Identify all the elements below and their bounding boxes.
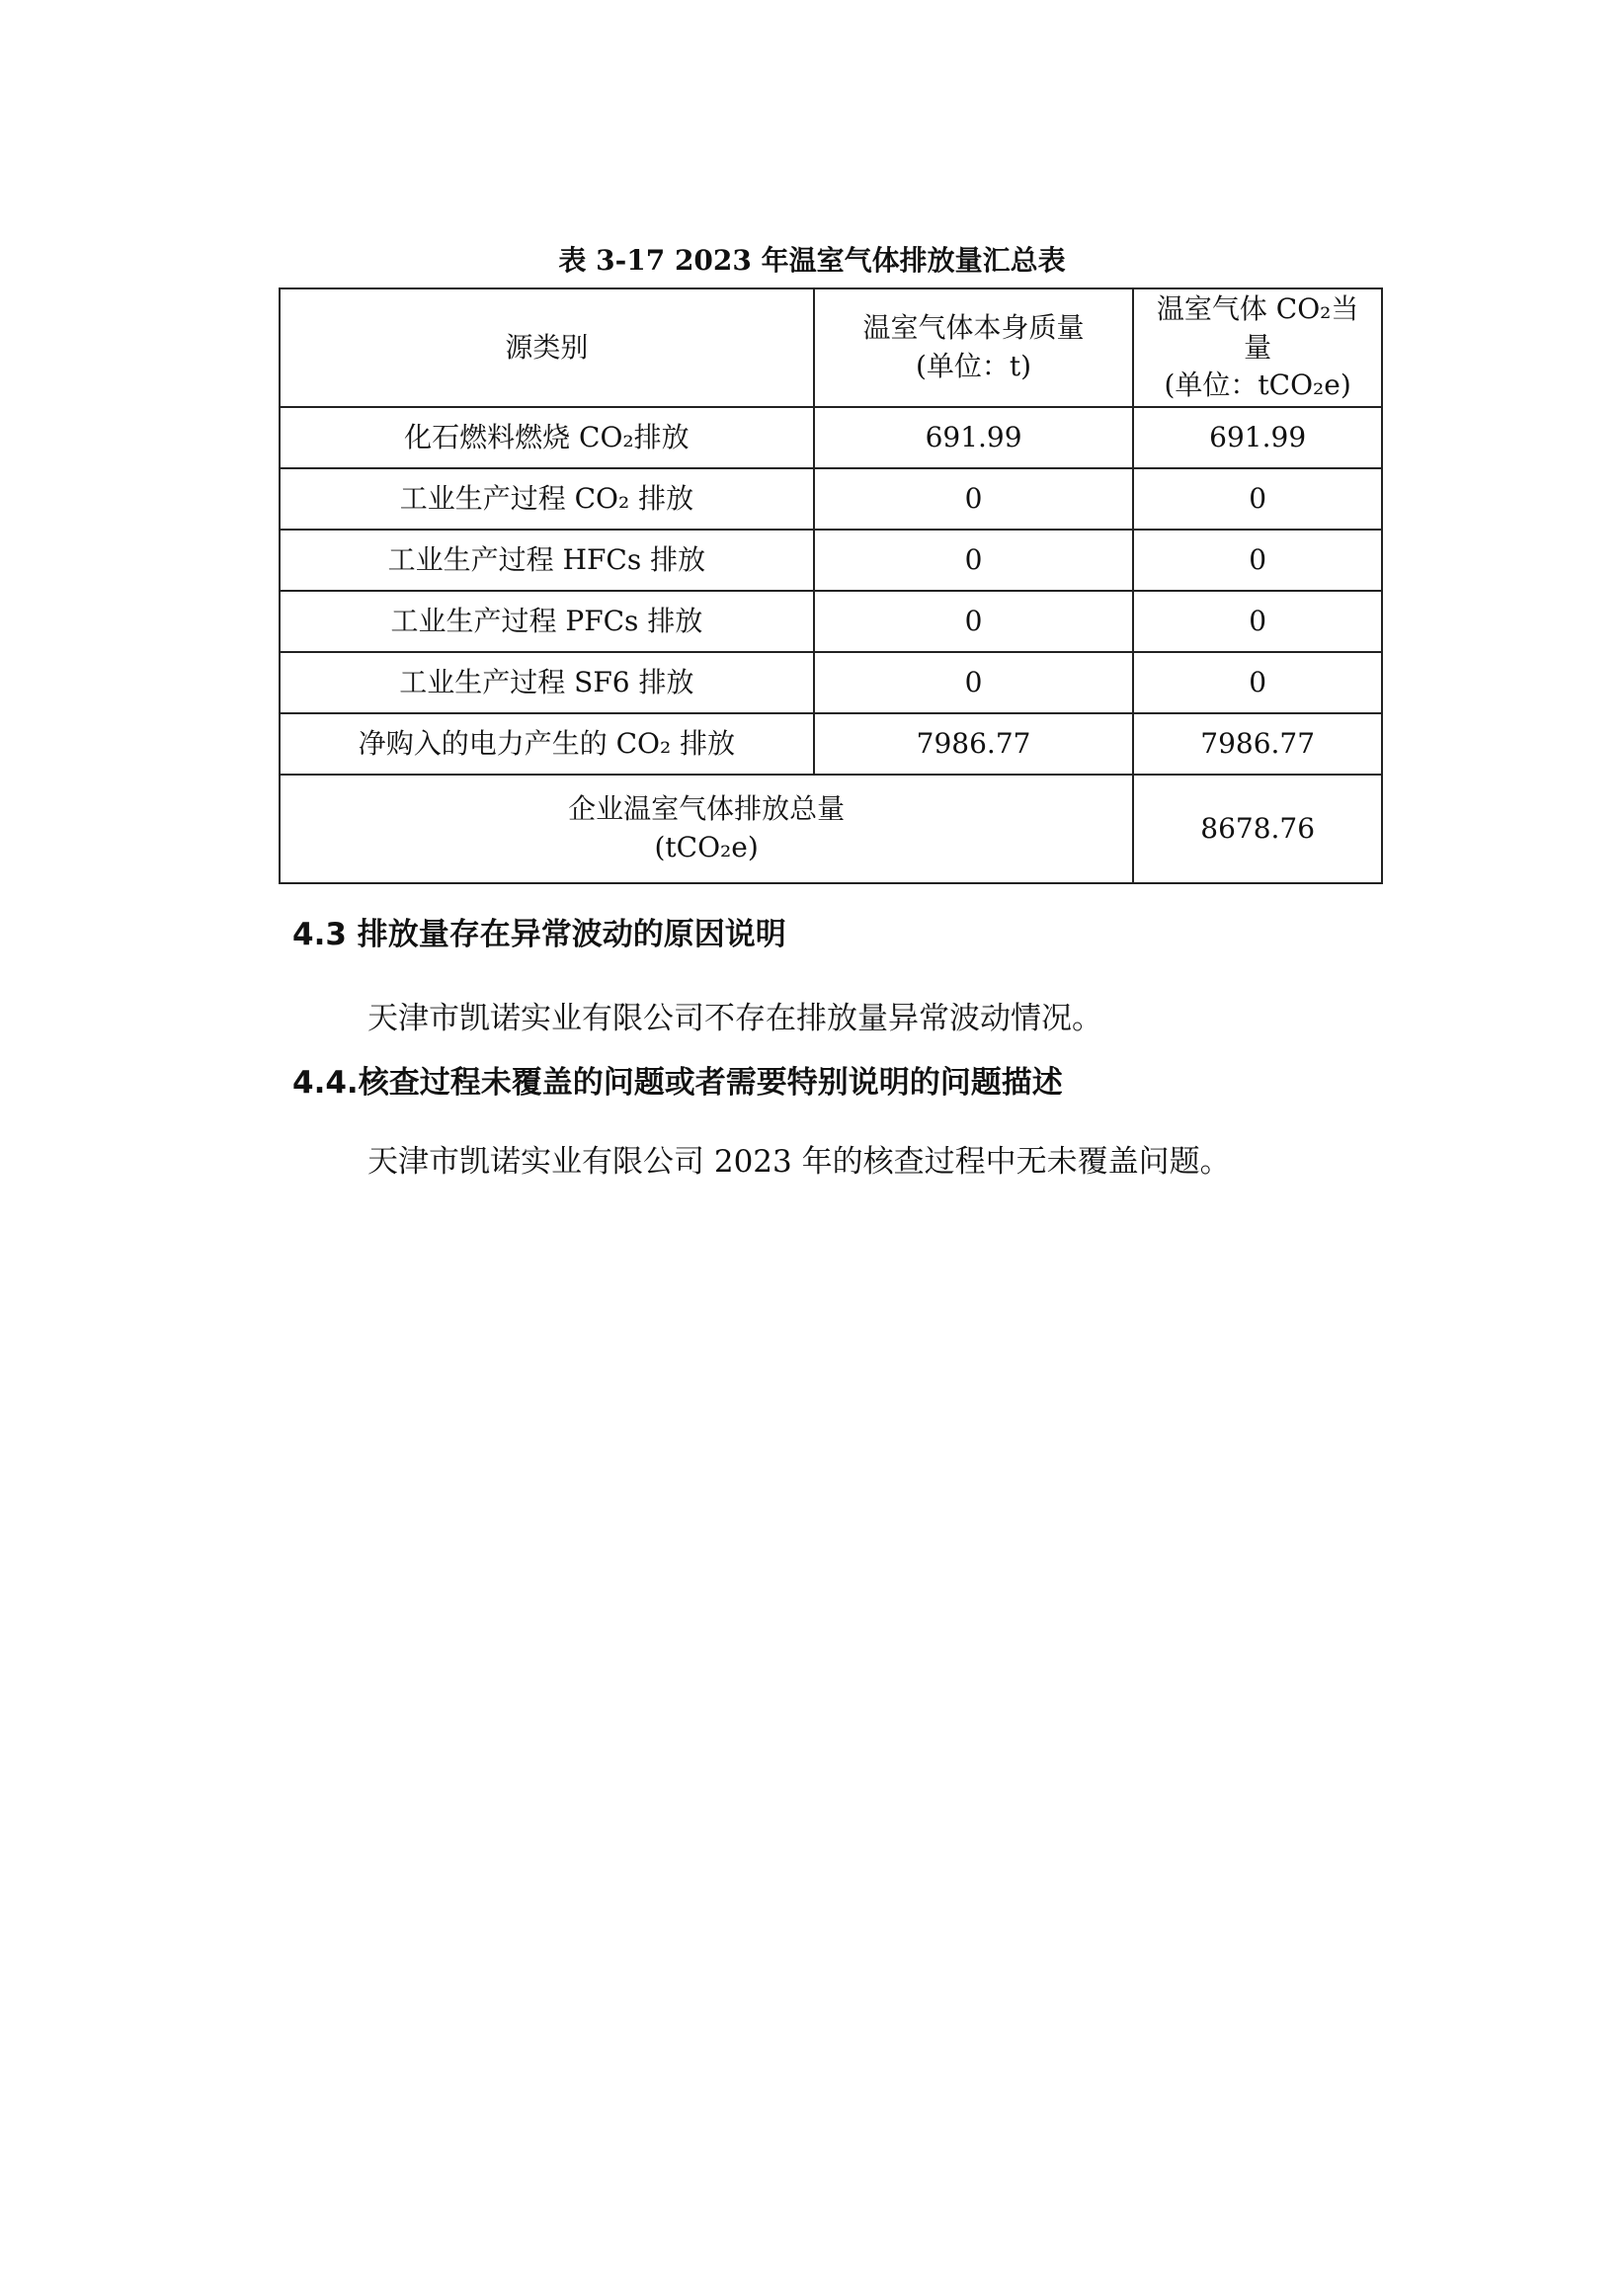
- table-row: [280, 652, 1382, 713]
- row-mass: 0: [814, 652, 1133, 713]
- row-mass: 7986.77: [814, 713, 1133, 775]
- header-mass: [814, 288, 1133, 407]
- row-equivalent: 0: [1133, 468, 1382, 530]
- header-eq-line2: 量: [1244, 330, 1272, 364]
- row-mass: 0: [814, 468, 1133, 530]
- header-mass-line1: 温室气体本身质量: [862, 311, 1085, 345]
- row-mass: 0: [814, 530, 1133, 591]
- row-source: 工业生产过程 SF6 排放: [280, 652, 814, 713]
- row-equivalent: 0: [1133, 530, 1382, 591]
- total-label-line1: 企业温室气体排放总量: [568, 792, 846, 826]
- table-row: [280, 468, 1382, 530]
- table-total-row: [280, 775, 1382, 883]
- row-mass: 691.99: [814, 407, 1133, 468]
- table-header-row: [280, 288, 1382, 407]
- row-source: 工业生产过程 CO₂ 排放: [280, 468, 814, 530]
- section-4-3-heading: 4.3 排放量存在异常波动的原因说明: [292, 917, 786, 952]
- total-value: 8678.76: [1133, 775, 1382, 883]
- row-mass: 0: [814, 591, 1133, 652]
- header-equivalent: [1133, 288, 1382, 407]
- row-source: 工业生产过程 PFCs 排放: [280, 591, 814, 652]
- table-row: [280, 407, 1382, 468]
- row-equivalent: 691.99: [1133, 407, 1382, 468]
- header-mass-line2: (单位：t): [916, 350, 1032, 382]
- row-source: 工业生产过程 HFCs 排放: [280, 530, 814, 591]
- total-label: [280, 775, 1133, 883]
- row-equivalent: 7986.77: [1133, 713, 1382, 775]
- header-source-label: 源类别: [505, 330, 589, 364]
- section-4-3-body: 天津市凯诺实业有限公司不存在排放量异常波动情况。: [367, 1001, 1102, 1036]
- row-equivalent: 0: [1133, 591, 1382, 652]
- table-row: [280, 591, 1382, 652]
- table-row: [280, 530, 1382, 591]
- row-equivalent: 0: [1133, 652, 1382, 713]
- emissions-summary-table: [279, 287, 1383, 884]
- header-eq-line1: 温室气体 CO₂当: [1156, 292, 1359, 326]
- table-caption: 表 3-17 2023 年温室气体排放量汇总表: [558, 244, 1066, 277]
- section-4-4-heading: 4.4.核查过程未覆盖的问题或者需要特别说明的问题描述: [292, 1065, 1063, 1101]
- total-label-line2: (tCO₂e): [654, 831, 759, 863]
- table-row: [280, 713, 1382, 775]
- row-source: 化石燃料燃烧 CO₂排放: [280, 407, 814, 468]
- header-eq-line3: (单位：tCO₂e): [1164, 369, 1351, 402]
- header-source: [280, 288, 814, 407]
- section-4-4-body: 天津市凯诺实业有限公司 2023 年的核查过程中无未覆盖问题。: [367, 1144, 1231, 1180]
- row-source: 净购入的电力产生的 CO₂ 排放: [280, 713, 814, 775]
